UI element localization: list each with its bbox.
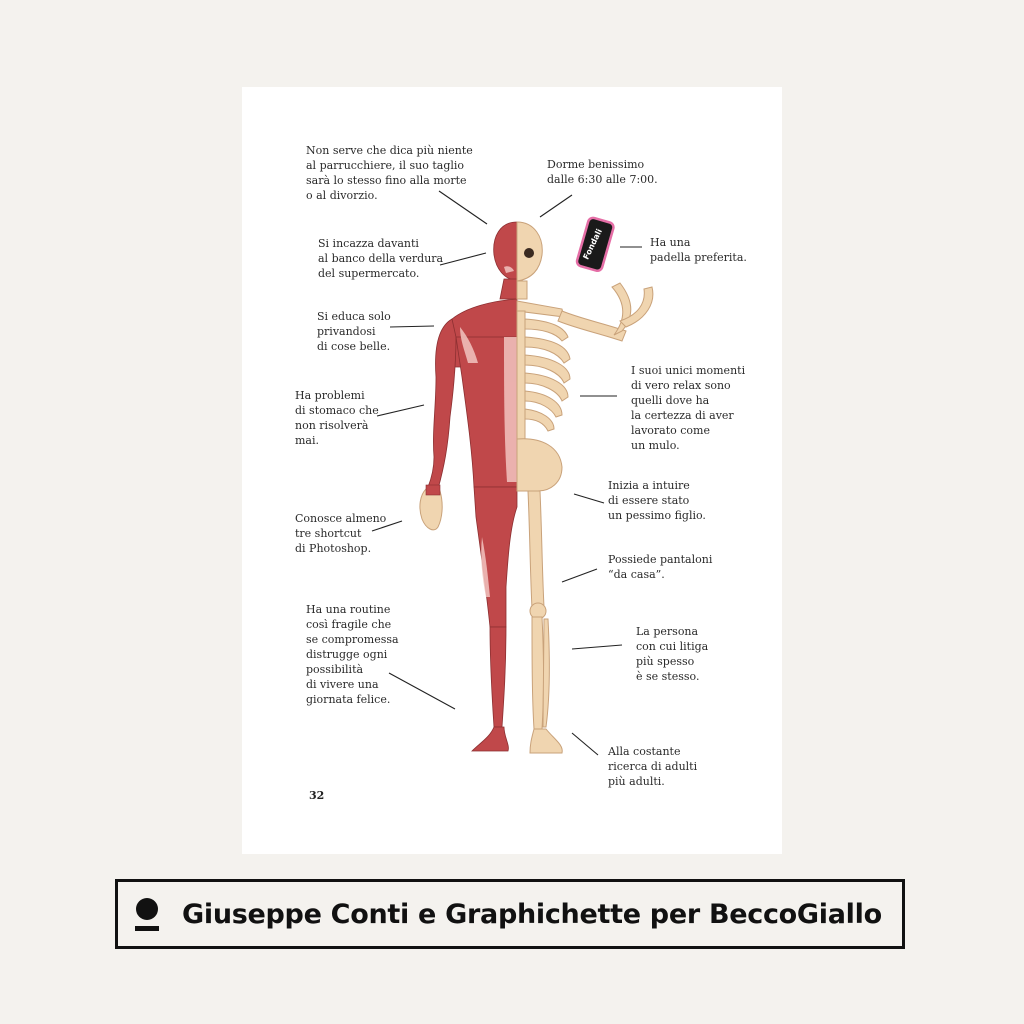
credit-banner (115, 879, 905, 949)
annotation-haircut: Non serve che dica più niente al parrucchiere, il suo taglio sarà lo stesso fino alla morte o al divorzio. (306, 144, 473, 202)
annotation-vegetables: Si incazza davanti al banco della verdura del supermercato. (318, 237, 444, 280)
annotation-sleep: Dorme benissimo dalle 6:30 alle 7:00. (547, 158, 658, 186)
annotation-shortcut: Conosce almeno tre shortcut di Photoshop. (295, 512, 387, 555)
annotation-pan: Ha una padella preferita. (650, 236, 747, 264)
phone (576, 217, 615, 272)
annotation-stomach: Ha problemi di stomaco che non risolverà mai. (295, 389, 379, 447)
muscle-half (428, 222, 517, 751)
credit-text: Giuseppe Conti e Graphichette per BeccoGiallo (182, 898, 882, 930)
annotation-son: Inizia a intuire di essere stato un pessimo figlio. (608, 479, 706, 522)
phone-label: Fondali (581, 227, 604, 261)
person-icon (134, 894, 160, 934)
annotation-argue: La persona con cui litiga più spesso è se stesso. (636, 625, 709, 683)
book-page (242, 87, 782, 854)
annotation-relax: I suoi unici momenti di vero relax sono quelli dove ha la certezza di aver lavorato come un mulo. (631, 364, 746, 452)
page-number: 32 (309, 789, 325, 802)
annotation-pants: Possiede pantaloni “da casa”. (608, 553, 713, 581)
annotation-routine: Ha una routine così fragile che se compromessa distrugge ogni possibilità di vivere una giornata felice. (306, 603, 399, 706)
annotation-educates: Si educa solo privandosi di cose belle. (317, 310, 391, 353)
annotation-adults: Alla costante ricerca di adulti più adulti. (608, 745, 698, 788)
